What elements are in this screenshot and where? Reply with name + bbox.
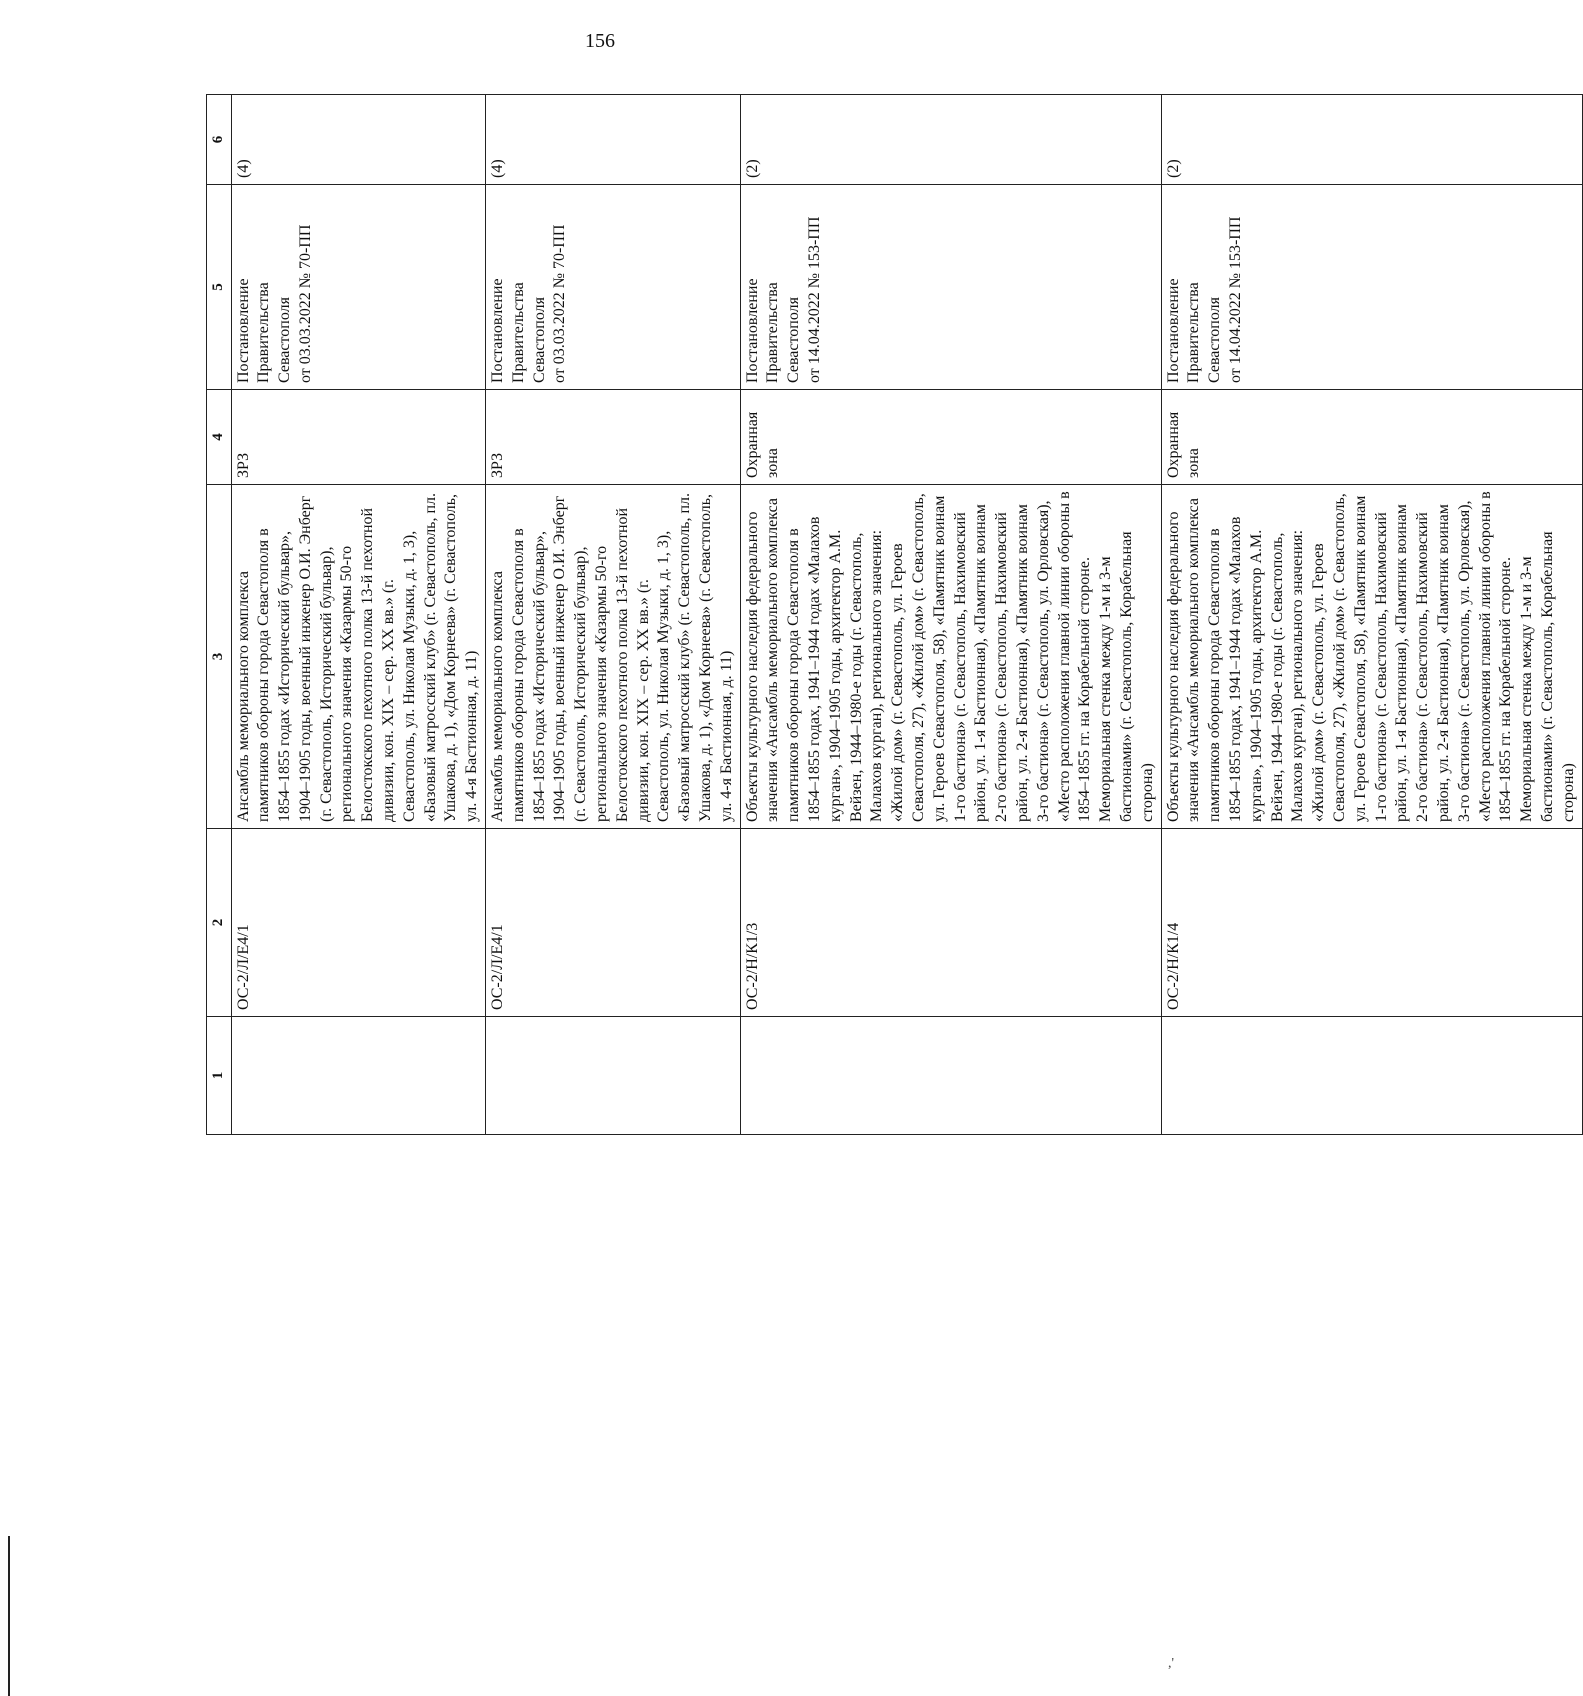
cell-col1 <box>486 1017 741 1135</box>
page-number: 156 <box>585 30 615 52</box>
cell-zone: ЗРЗ <box>486 390 741 485</box>
document-line: от 03.03.2022 № 70-ПП <box>551 224 569 383</box>
cell-note: (2) <box>740 95 1161 185</box>
document-line: от 14.04.2022 № 153-ПП <box>806 216 824 383</box>
header-col-5: 5 <box>207 185 232 390</box>
document-line: Севастополя <box>1206 297 1224 383</box>
document-line: Правительства <box>255 282 273 383</box>
document-line: Постановление <box>743 278 761 383</box>
cell-note: (4) <box>486 95 741 185</box>
header-col-1: 1 <box>207 1017 232 1135</box>
cell-zone: Охранная зона <box>1161 390 1582 485</box>
cell-zone: Охранная зона <box>740 390 1161 485</box>
scan-margin-line <box>8 1536 10 1696</box>
cell-description: Ансамбль мемориального комплекса памятников обороны города Севастополя в 1854–1855 годах «Исторический бульвар», 1904–1905 годы, военный инженер О.И. Энберг (г. Севастополь, Исторический бульвар), регионального значения «Казармы 50-го Белостокского пехотного полка 13-й пехотной дивизии, кон. XIX – сер. XX вв.» (г. Севастополь, ул. Николая Музыки, д. 1, 3), «Базовый матросский клуб» (г. Севастополь, пл. Ушакова, д. 1), «Дом Корнеева» (г. Севастополь, ул. 4-я Бастионная, д. 11) <box>486 485 741 829</box>
cell-document <box>231 185 486 390</box>
cell-note: (2) <box>1161 95 1582 185</box>
cell-col1 <box>1161 1017 1582 1135</box>
document-line: от 14.04.2022 № 153-ПП <box>1226 216 1244 383</box>
cell-zone: ЗРЗ <box>231 390 486 485</box>
table-row <box>486 95 741 1135</box>
document-line: Правительства <box>1185 282 1203 383</box>
header-col-6: 6 <box>207 95 232 185</box>
document-line: Севастополя <box>276 297 294 383</box>
scan-artifact-dots: ,' <box>1168 1656 1175 1671</box>
document-line: Севастополя <box>785 297 803 383</box>
table-row <box>1161 95 1582 1135</box>
cell-code: ОС-2/Н/К1/4 <box>1161 829 1582 1017</box>
document-line: Постановление <box>234 278 252 383</box>
document-line: Постановление <box>1164 278 1182 383</box>
cell-description: Объекты культурного наследия федерального значения «Ансамбль мемориального комплекса памятников обороны города Севастополя в 1854–1855 годах, 1941–1944 годах «Малахов курган», 1904–1905 годы, архитектор А.М. Вейзен, 1944–1980-е годы (г. Севастополь, Малахов курган), регионального значения: «Жилой дом» (г. Севастополь, ул. Героев Севастополя, 27), «Жилой дом» (г. Севастополь, ул. Героев Севастополя, 58), «Памятник воинам 1-го бастиона» (г. Севастополь, Нахимовский район, ул. 1-я Бастионная), «Памятник воинам 2-го бастиона» (г. Севастополь, Нахимовский район, ул. 2-я Бастионная), «Памятник воинам 3-го бастиона» (г. Севастополь, ул. Орловская), «Место расположения главной линии обороны в 1854–1855 гг. на Корабельной стороне. Мемориальная стенка между 1-м и 3-м бастионами» (г. Севастополь, Корабельная сторона) <box>740 485 1161 829</box>
table-row <box>231 95 486 1135</box>
document-line: Севастополя <box>530 297 548 383</box>
cell-description: Ансамбль мемориального комплекса памятников обороны города Севастополя в 1854–1855 годах «Исторический бульвар», 1904–1905 годы, военный инженер О.И. Энберг (г. Севастополь, Исторический бульвар), регионального значения «Казармы 50-го Белостокского пехотного полка 13-й пехотной дивизии, кон. XIX – сер. XX вв.» (г. Севастополь, ул. Николая Музыки, д. 1, 3), «Базовый матросский клуб» (г. Севастополь, пл. Ушакова, д. 1), «Дом Корнеева» (г. Севастополь, ул. 4-я Бастионная, д. 11) <box>231 485 486 829</box>
cell-col1 <box>740 1017 1161 1135</box>
table-row <box>740 95 1161 1135</box>
zones-table <box>206 94 1583 1135</box>
cell-document <box>1161 185 1582 390</box>
cell-note: (4) <box>231 95 486 185</box>
rotated-table-container <box>206 95 1577 1135</box>
document-line: Постановление <box>489 278 507 383</box>
cell-code: ОС-2/Н/К1/3 <box>740 829 1161 1017</box>
header-col-4: 4 <box>207 390 232 485</box>
cell-document <box>486 185 741 390</box>
cell-code: ОС-2/Л/Е4/1 <box>486 829 741 1017</box>
cell-col1 <box>231 1017 486 1135</box>
cell-description: Объекты культурного наследия федерального значения «Ансамбль мемориального комплекса памятников обороны города Севастополя в 1854–1855 годах, 1941–1944 годах «Малахов курган», 1904–1905 годы, архитектор А.М. Вейзен, 1944–1980-е годы (г. Севастополь, Малахов курган), регионального значения: «Жилой дом» (г. Севастополь, ул. Героев Севастополя, 27), «Жилой дом» (г. Севастополь, ул. Героев Севастополя, 58), «Памятник воинам 1-го бастиона» (г. Севастополь, Нахимовский район, ул. 1-я Бастионная), «Памятник воинам 2-го бастиона» (г. Севастополь, Нахимовский район, ул. 2-я Бастионная), «Памятник воинам 3-го бастиона» (г. Севастополь, ул. Орловская), «Место расположения главной линии обороны в 1854–1855 гг. на Корабельной стороне. Мемориальная стенка между 1-м и 3-м бастионами» (г. Севастополь, Корабельная сторона) <box>1161 485 1582 829</box>
document-line: Правительства <box>509 282 527 383</box>
header-col-2: 2 <box>207 829 232 1017</box>
header-col-3: 3 <box>207 485 232 829</box>
cell-code: ОС-2/Л/Е4/1 <box>231 829 486 1017</box>
document-line: Правительства <box>764 282 782 383</box>
document-line: от 03.03.2022 № 70-ПП <box>296 224 314 383</box>
table-header-row <box>207 95 232 1135</box>
cell-document <box>740 185 1161 390</box>
